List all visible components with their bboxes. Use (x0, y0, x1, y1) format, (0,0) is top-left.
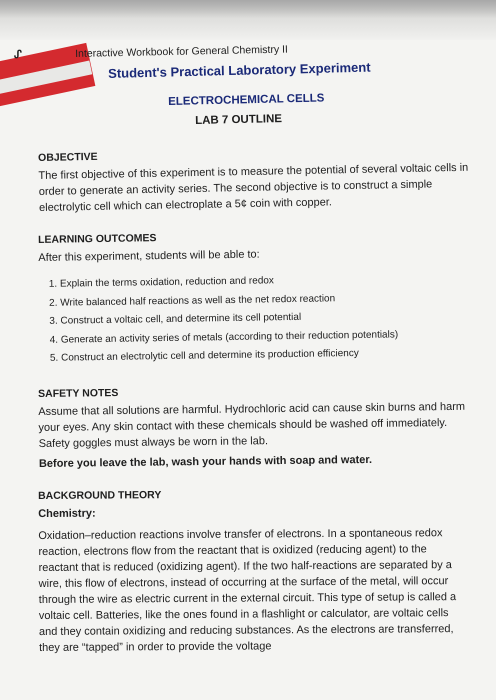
corner-mark: ᔑ (14, 49, 22, 61)
list-item: 4. Generate an activity series of metals (according to their reduction potentials) (49, 328, 399, 346)
learning-outcomes-section (38, 227, 470, 368)
background-section (38, 487, 469, 656)
page-fold-shadow (0, 0, 496, 18)
list-item: 3. Construct a voltaic cell, and determine its cell potential (49, 311, 302, 327)
safety-text: Assume that all solutions are harmful. Hydrochloric acid can cause skin burns and harm your eyes. Any skin contact with these chemicals should be washed off immediately. Safety goggles must always be worn in the lab. (38, 400, 466, 450)
background-subheading: Chemistry: (38, 507, 96, 520)
learning-outcomes-heading: LEARNING OUTCOMES (38, 232, 157, 246)
workbook-header: Interactive Workbook for General Chemistry II (75, 43, 289, 60)
list-item: 2. Write balanced half reactions as well as the net redox reaction (48, 292, 336, 309)
learning-outcomes-intro: After this experiment, students will be able to: (38, 248, 260, 264)
objective-text: The first objective of this experiment is to measure the potential of several voltaic cells in order to generate an activity series. The second objective is to construct a simple electrolytic cell which can electroplate a 5¢ coin with copper. (38, 161, 469, 214)
document-title: Student's Practical Laboratory Experiment (108, 59, 371, 81)
objective-section (38, 144, 469, 216)
lab-outline-label: LAB 7 OUTLINE (195, 113, 283, 127)
safety-section (38, 383, 469, 470)
background-heading: BACKGROUND THEORY (38, 489, 162, 502)
list-item: 5. Construct an electrolytic cell and determine its production efficiency (49, 347, 359, 364)
safety-bold-note: Before you leave the lab, wash your hands with soap and water. (38, 453, 373, 470)
objective-heading: OBJECTIVE (38, 150, 98, 164)
list-item: 1. Explain the terms oxidation, reduction and redox (48, 275, 274, 290)
background-text: Oxidation–reduction reactions involve transfer of electrons. In a spontaneous redox reaction, electrons flow from the reactant that is oxidized (reducing agent) to the reactant that is reduced (oxidizing agent). If the two half-reactions are separated by a wire, this flow of electrons, instead of occurring at the surface of the metal, will occur through the wire as electric current in the external circuit. This type of setup is called a voltaic cell. Batteries, like the ones found in a flashlight or calculator, are voltaic cells and they contain oxidizing and reducing substances. As the electrons are transferred, they are “tapped” in order to provide the voltage (38, 527, 457, 654)
document-subtitle: ELECTROCHEMICAL CELLS (168, 92, 325, 108)
safety-heading: SAFETY NOTES (38, 387, 119, 400)
outcomes-list (39, 269, 470, 368)
